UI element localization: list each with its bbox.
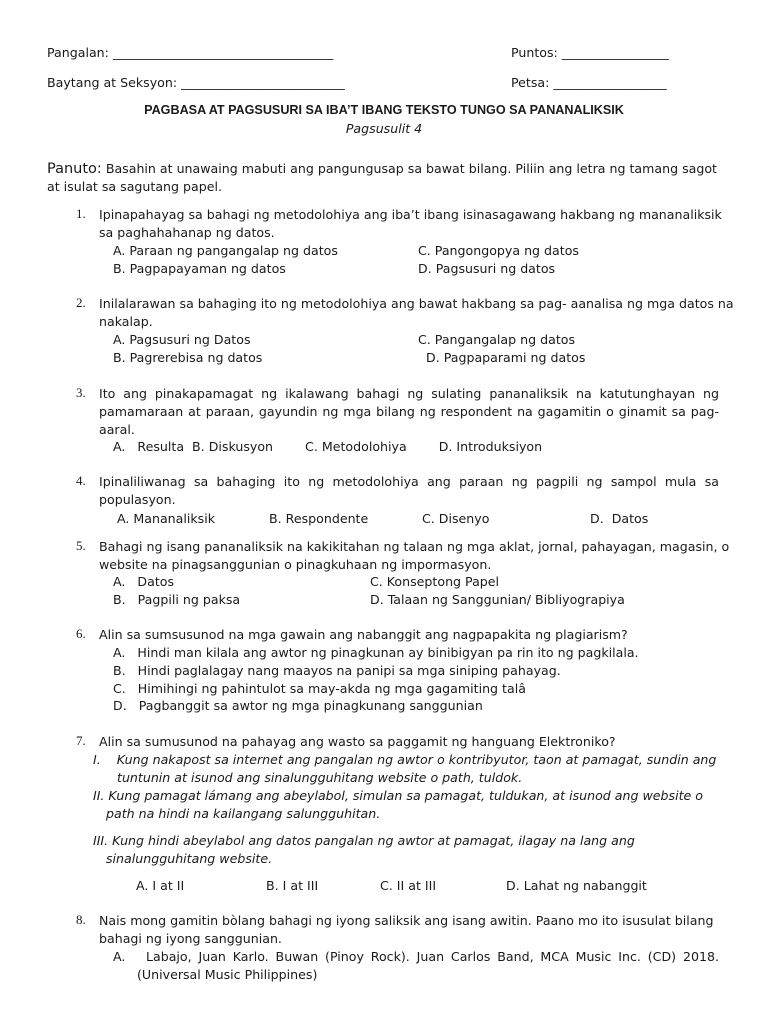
choice-d: D. Pagpaparami ng datos [426,350,586,365]
choice-c: C. Disenyo [422,511,490,526]
page-title: PAGBASA AT PAGSUSURI SA IBA’T IBANG TEKSTO TUNGO SA PANANALIKSIK [144,103,624,117]
question-text: Nais mong gamitin bòlang bahagi ng iyong saliksik ang isang awitin. Paano mo ito isusulat bilang [99,913,714,928]
question-text: pamamaraan at paraan, gayundin ng mga bilang ng respondent na gagamitin o ginamit sa pag- [99,404,719,419]
choice-c: C. II at III [380,878,437,893]
question-number: 5. [76,538,86,553]
question-text: Ipinaliliwanag sa bahaging ito ng metodolohiya ang paraan ng pagpili ng sampol mula sa [99,474,719,489]
choice-a: A. Datos [113,574,175,589]
statement-iii-cont: sinalungguhitang website. [106,851,273,866]
choice-c: C. Pangongopya ng datos [418,243,579,258]
question-text: Ito ang pinakapamagat ng ikalawang bahagi ng sulating pananaliksik na katutunghayan ng [99,386,719,401]
choice-a: A. Paraan ng pangangalap ng datos [113,243,338,258]
question-text: nakalap. [99,314,153,329]
question-number: 2. [76,295,86,310]
choice-d: D. Datos [590,511,649,526]
choice-a: A. Labajo, Juan Karlo. Buwan (Pinoy Rock). Juan Carlos Band, MCA Music Inc. (CD) 2018. [113,949,719,964]
question-text: Alin sa sumsusunod na mga gawain ang nabanggit ang nagpapakita ng plagiarism? [99,627,628,642]
choice-b: B. Hindi paglalagay nang maayos na panipi sa mga siniping pahayag. [113,663,561,678]
choice-b: B. I at III [266,878,319,893]
question-number: 4. [76,473,86,488]
statement-iii: III. Kung hindi abeylabol ang datos pangalan ng awtor at pamagat, ilagay na lang ang [93,833,635,848]
choice-a: A. I at II [136,878,185,893]
question-number: 3. [76,385,86,400]
choice-a: A. Hindi man kilala ang awtor ng pinagkunan ay binibigyan pa rin ito ng pagkilala. [113,645,639,660]
choice-c: C. Pangangalap ng datos [418,332,576,347]
question-number: 8. [76,912,86,927]
choice-a-cont: (Universal Music Philippines) [137,967,318,982]
choice-b: B. Respondente [269,511,369,526]
instructions [47,160,717,178]
question-number: 7. [76,733,86,748]
statement-ii: II. Kung pamagat lámang ang abeylabol, simulan sa pamagat, tuldukan, at isunod ang website o [93,788,703,803]
question-text: Inilalarawan sa bahaging ito ng metodolohiya ang bawat hakbang sa pag- aanalisa ng mga datos na [99,296,734,311]
question-text: sa paghahahanap ng datos. [99,225,275,240]
question-text: populasyon. [99,492,176,507]
instructions-text-2: at isulat sa sagutang papel. [47,179,222,194]
question-text: aaral. [99,422,135,437]
question-text: Ipinapahayag sa bahagi ng metodolohiya ang iba’t ibang isinasagawang hakbang ng mananaliksik [99,207,722,222]
choice-d: D. Pagsusuri ng datos [418,261,556,276]
choice-b: B. Pagpili ng paksa [113,592,241,607]
page-subtitle: Pagsusulit 4 [345,121,423,136]
question-text: bahagi ng iyong sanggunian. [99,931,282,946]
choice-d: D. Talaan ng Sanggunian/ Bibliyograpiya [370,592,625,607]
question-number: 1. [76,206,86,221]
question-text: website na pinagsanggunian o pinagkuhaan ng impormasyon. [99,557,492,572]
date-field-label: Petsa: __________________ [511,75,667,90]
statement-ii-cont: path na hindi na kailangang salungguhitan. [106,806,381,821]
grade-section-field-label: Baytang at Seksyon: __________________________ [47,75,345,90]
choice-c: C. Konseptong Papel [370,574,500,589]
statement-i: I. Kung nakapost sa internet ang pangalan ng awtor o kontribyutor, taon at pamagat, sundin ang [93,752,717,767]
instructions-label: Panuto: [47,161,102,177]
score-field-label: Puntos: _________________ [511,45,669,60]
instructions-text: Basahin at unawaing mabuti ang pangungusap sa bawat bilang. Piliin ang letra ng tamang sagot [101,161,717,176]
statement-i-cont: tuntunin at isunod ang sinalungguhitang website o path, tuldok. [117,770,523,785]
question-number: 6. [76,626,86,641]
choice-a: A. Mananaliksik [117,511,216,526]
choice-a: A. Pagsusuri ng Datos [113,332,251,347]
choice-b: B. Pagrerebisa ng datos [113,350,263,365]
question-text: Bahagi ng isang pananaliksik na kakikitahan ng talaan ng mga aklat, jornal, pahayagan, magasin, o [99,539,730,554]
choice-d: D. Lahat ng nabanggit [506,878,647,893]
choice-b: B. Pagpapayaman ng datos [113,261,286,276]
choices-row: A. Resulta B. Diskusyon C. Metodolohiya D. Introduksiyon [113,439,543,454]
choice-d: D. Pagbanggit sa awtor ng mga pinagkunang sanggunian [113,698,483,713]
question-text: Alin sa sumusunod na pahayag ang wasto sa paggamit ng hanguang Elektroniko? [99,734,616,749]
choice-c: C. Himihingi ng pahintulot sa may-akda ng mga gagamiting talâ [113,681,526,696]
name-field-label: Pangalan: ___________________________________ [47,45,334,60]
